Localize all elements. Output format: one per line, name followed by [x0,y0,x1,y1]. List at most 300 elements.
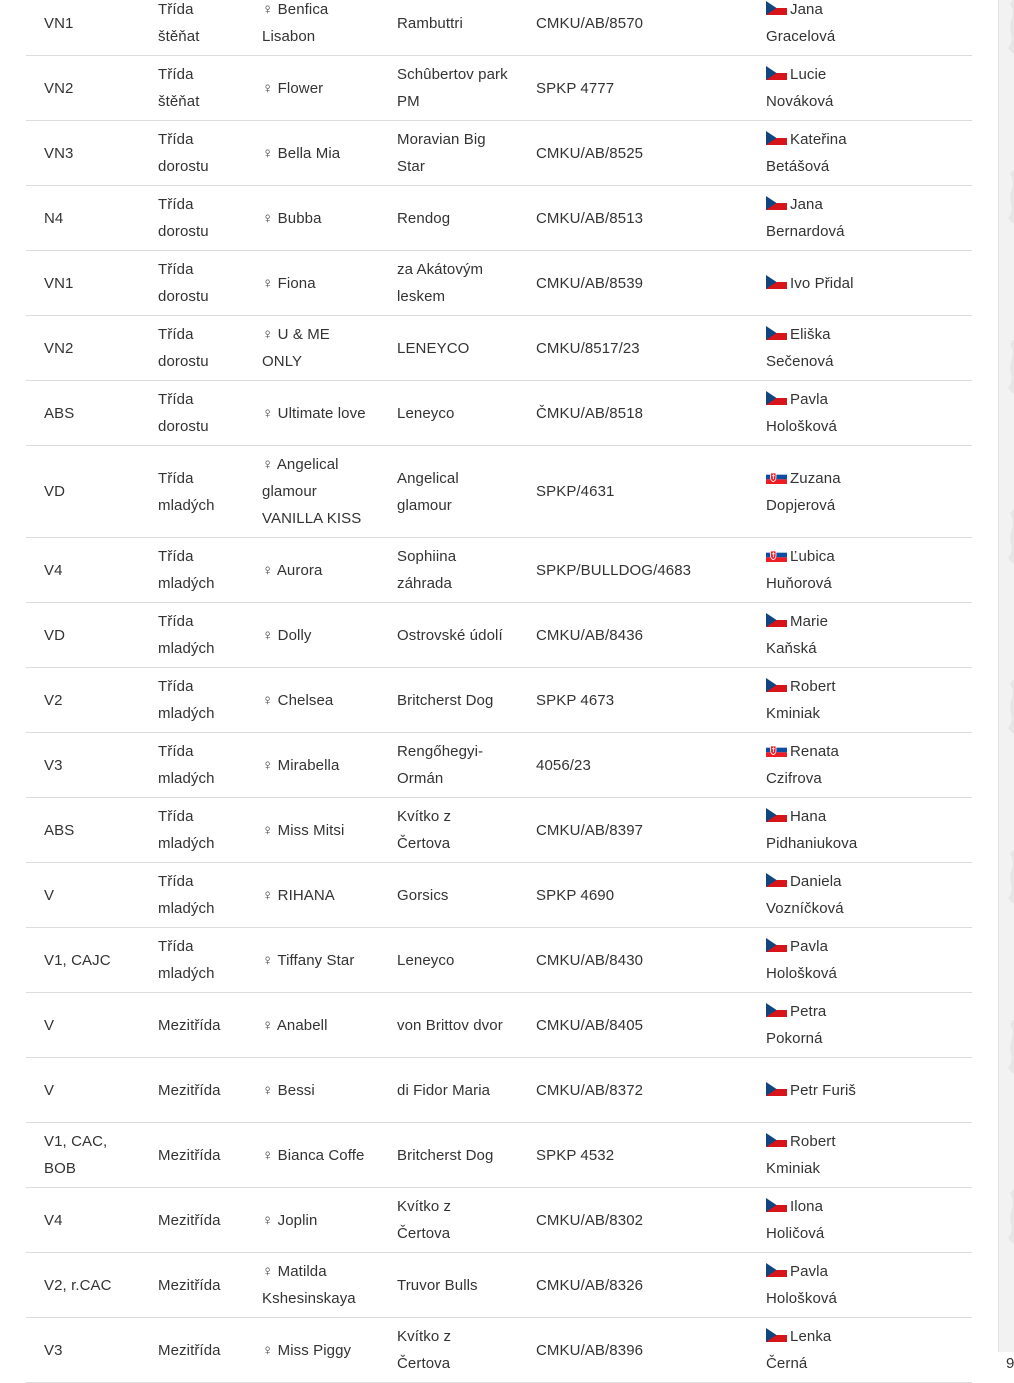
rating-text: V1, CAC, BOB [44,1133,108,1177]
kennel-cell [379,928,518,993]
kennel-cell [379,186,518,251]
rating-cell [26,993,140,1058]
kennel-text: za Akátovým leskem [397,261,484,305]
kennel-text: Angelical glamour [397,469,459,514]
rating-cell [26,1253,140,1318]
catalog-number-cell [874,733,972,798]
catalog-number-cell [874,603,972,668]
kennel-cell [379,121,518,186]
results-table [26,0,1014,1383]
female-icon: ♀ [262,404,274,422]
dog-name-cell [244,1253,379,1318]
registration-cell [518,0,748,56]
owner-text: Robert Kminiak [766,678,836,722]
owner-cell [748,603,874,668]
czech-flag-icon [766,1003,787,1017]
class-cell [140,603,244,668]
table-row [26,56,972,121]
catalog-number-cell [874,668,972,733]
catalog-number-cell [874,993,972,1058]
slovak-flag-icon [766,470,787,484]
kennel-cell [379,1058,518,1123]
catalog-number-cell [874,1058,972,1123]
kennel-text: Britcherst Dog [397,691,494,709]
kennel-cell [379,603,518,668]
owner-cell [748,538,874,603]
class-text: Třída štěňat [158,1,200,45]
rating-text: VN3 [44,144,74,162]
class-cell [140,993,244,1058]
dog-name-cell [244,798,379,863]
registration-cell [518,381,748,446]
catalog-number-cell [874,0,972,56]
kennel-cell [379,251,518,316]
class-text: Mezitřída [158,1341,221,1359]
class-text: Mezitřída [158,1016,221,1034]
table-row [26,538,972,603]
kennel-text: Sophiina záhrada [397,548,457,592]
owner-cell [748,668,874,733]
bulldog-silhouette-icon [1000,1190,1014,1246]
rating-text: V [44,1016,55,1034]
dog-name-cell [244,186,379,251]
class-cell [140,251,244,316]
dog-name-text: Miss Mitsi [277,821,345,839]
rating-cell [26,1318,140,1383]
registration-text: CMKU/AB/8326 [536,1276,644,1294]
catalog-number-cell [874,121,972,186]
class-text: Třída mladých [158,613,215,657]
female-icon: ♀ [262,756,274,774]
female-icon: ♀ [262,561,274,579]
dog-name-text: Benfica Lisabon [262,1,329,45]
rating-text: V4 [44,1211,63,1229]
dog-name-text: Angelical glamour VANILLA KISS [262,456,362,527]
registration-cell [518,993,748,1058]
rating-text: ABS [44,404,75,422]
dog-name-text: Bella Mia [277,144,341,162]
czech-flag-icon [766,326,787,340]
bulldog-silhouette-icon [1000,0,1014,56]
class-text: Třída mladých [158,873,215,917]
kennel-text: von Brittov dvor [397,1016,503,1034]
female-icon: ♀ [262,144,274,162]
dog-name-cell [244,56,379,121]
kennel-cell [379,733,518,798]
owner-text: Jana Bernardová [766,196,845,240]
dog-name-cell [244,1318,379,1383]
rating-cell [26,733,140,798]
class-cell [140,1058,244,1123]
catalog-number-cell [874,446,972,538]
kennel-cell [379,1318,518,1383]
rating-cell [26,863,140,928]
owner-text: Hana Pidhaniukova [766,808,858,852]
czech-flag-icon [766,1328,787,1342]
owner-cell [748,186,874,251]
female-icon: ♀ [262,1146,274,1164]
class-text: Mezitřída [158,1146,221,1164]
owner-cell [748,1318,874,1383]
rating-text: V [44,886,55,904]
rating-cell [26,798,140,863]
class-text: Mezitřída [158,1211,221,1229]
class-cell [140,121,244,186]
dog-name-text: Fiona [277,274,316,292]
owner-cell [748,251,874,316]
owner-cell [748,1058,874,1123]
registration-text: CMKU/AB/8430 [536,951,644,969]
kennel-cell [379,993,518,1058]
owner-text: Robert Kminiak [766,1133,836,1177]
class-cell [140,56,244,121]
table-row [26,798,972,863]
dog-name-cell [244,121,379,186]
registration-cell [518,1253,748,1318]
owner-cell [748,381,874,446]
registration-text: SPKP 4690 [536,886,615,904]
czech-flag-icon [766,1198,787,1212]
dog-name-text: Tiffany Star [277,951,355,969]
dog-name-text: RIHANA [277,886,335,904]
rating-text: VD [44,626,66,644]
dog-name-text: Flower [277,79,324,97]
czech-flag-icon [766,66,787,80]
rating-text: VD [44,483,66,500]
dog-name-cell [244,928,379,993]
registration-cell [518,928,748,993]
rating-cell [26,668,140,733]
table-row [26,668,972,733]
rating-cell [26,1188,140,1253]
class-cell [140,928,244,993]
bulldog-silhouette-icon [1000,170,1014,226]
table-row [26,1318,972,1383]
registration-text: ČMKU/AB/8518 [536,404,644,422]
catalog-number-cell [874,1253,972,1318]
registration-cell [518,798,748,863]
dog-name-cell [244,1123,379,1188]
table-row [26,121,972,186]
owner-cell [748,1188,874,1253]
kennel-cell [379,446,518,538]
registration-cell [518,733,748,798]
rating-text: VN1 [44,14,74,32]
registration-cell [518,603,748,668]
table-row [26,1123,972,1188]
owner-text: Marie Kaňská [766,613,829,657]
rating-text: V [44,1081,55,1099]
kennel-text: Moravian Big Star [397,131,486,175]
registration-text: SPKP/4631 [536,483,615,500]
bulldog-silhouette-icon [1000,510,1014,566]
table-row [26,603,972,668]
owner-cell [748,0,874,56]
registration-cell [518,446,748,538]
catalog-number-text: 9 [1006,1355,1014,1372]
table-row [26,733,972,798]
rating-cell [26,1123,140,1188]
registration-cell [518,316,748,381]
class-text: Třída mladých [158,938,215,982]
registration-text: CMKU/AB/8570 [536,14,644,32]
owner-text: Ilona Holičová [766,1198,825,1242]
bulldog-silhouette-icon [1000,340,1014,396]
owner-text: Petra Pokorná [766,1003,827,1047]
dog-name-cell [244,446,379,538]
dog-name-cell [244,1058,379,1123]
owner-text: Eliška Sečenová [766,326,834,370]
catalog-number-cell [874,251,972,316]
rating-cell [26,121,140,186]
table-row [26,1188,972,1253]
kennel-cell [379,0,518,56]
table-row [26,1058,972,1123]
czech-flag-icon [766,938,787,952]
rating-cell [26,538,140,603]
rating-cell [26,381,140,446]
rating-text: V3 [44,1341,63,1359]
registration-text: CMKU/8517/23 [536,339,640,357]
catalog-number-cell [874,863,972,928]
class-text: Třída štěňat [158,66,200,110]
female-icon: ♀ [262,274,274,292]
rating-cell [26,56,140,121]
rating-cell [26,251,140,316]
female-icon: ♀ [262,79,274,97]
registration-cell [518,1123,748,1188]
table-row [26,316,972,381]
kennel-cell [379,316,518,381]
kennel-text: Ostrovské údolí [397,626,503,644]
kennel-cell [379,381,518,446]
table-row [26,993,972,1058]
female-icon: ♀ [262,821,274,839]
table-row [26,446,972,538]
dog-name-cell [244,733,379,798]
slovak-flag-icon [766,548,787,562]
table-row [26,381,972,446]
dog-name-text: Bubba [277,209,322,227]
female-icon: ♀ [262,626,274,644]
class-text: Třída dorostu [158,261,209,305]
owner-cell [748,798,874,863]
kennel-text: Leneyco [397,404,455,422]
dog-name-cell [244,251,379,316]
owner-cell [748,863,874,928]
registration-text: CMKU/AB/8513 [536,209,644,227]
female-icon: ♀ [262,1341,274,1359]
czech-flag-icon [766,1263,787,1277]
owner-cell [748,446,874,538]
rating-text: V2, r.CAC [44,1276,112,1294]
rating-text: VN2 [44,339,74,357]
kennel-text: Schûbertov park PM [397,66,508,110]
owner-text: Petr Furiš [790,1081,857,1099]
rating-cell [26,186,140,251]
owner-cell [748,121,874,186]
registration-cell [518,538,748,603]
female-icon: ♀ [262,1211,274,1229]
table-row [26,928,972,993]
class-text: Třída dorostu [158,391,209,435]
owner-text: Kateřina Betášová [766,131,847,175]
class-text: Třída dorostu [158,196,209,240]
dog-name-text: Joplin [277,1211,318,1229]
class-text: Třída mladých [158,678,215,722]
slovak-flag-icon [766,743,787,757]
kennel-text: Kvítko z Čertova [397,808,452,852]
registration-cell [518,1318,748,1383]
czech-flag-icon [766,1133,787,1147]
female-icon: ♀ [262,886,274,904]
dog-name-text: Aurora [276,561,323,579]
female-icon: ♀ [262,1081,274,1099]
class-text: Třída mladých [158,743,215,787]
catalog-number-cell [874,1318,1014,1383]
kennel-text: Kvítko z Čertova [397,1198,452,1242]
registration-text: CMKU/AB/8372 [536,1081,644,1099]
female-icon: ♀ [262,691,274,709]
table-row [26,186,972,251]
class-cell [140,733,244,798]
kennel-text: Gorsics [397,886,449,904]
kennel-text: Britcherst Dog [397,1146,494,1164]
registration-text: SPKP 4532 [536,1146,615,1164]
registration-text: CMKU/AB/8397 [536,821,644,839]
kennel-cell [379,56,518,121]
kennel-text: Kvítko z Čertova [397,1328,452,1372]
class-text: Mezitřída [158,1276,221,1294]
owner-cell [748,733,874,798]
kennel-cell [379,1253,518,1318]
rating-cell [26,316,140,381]
dog-name-text: Bessi [277,1081,315,1099]
rating-cell [26,446,140,538]
registration-cell [518,668,748,733]
registration-text: CMKU/AB/8302 [536,1211,644,1229]
registration-text: CMKU/AB/8436 [536,626,644,644]
registration-text: 4056/23 [536,756,591,774]
owner-cell [748,316,874,381]
class-text: Třída mladých [158,808,215,852]
rating-text: V4 [44,561,63,579]
catalog-number-cell [874,538,972,603]
owner-cell [748,1123,874,1188]
class-cell [140,1123,244,1188]
rating-text: N4 [44,209,64,227]
registration-text: SPKP/BULLDOG/4683 [536,561,692,579]
dog-name-cell [244,863,379,928]
kennel-cell [379,1188,518,1253]
class-text: Třída dorostu [158,131,209,175]
owner-text: Renata Czifrova [766,743,839,787]
kennel-text: Rambuttri [397,14,463,32]
class-text: Třída mladých [158,548,215,592]
owner-text: Jana Gracelová [766,1,836,45]
kennel-cell [379,538,518,603]
dog-name-cell [244,538,379,603]
dog-name-text: Matilda Kshesinskaya [262,1263,356,1307]
rating-cell [26,928,140,993]
dog-name-text: Miss Piggy [277,1341,352,1359]
female-icon: ♀ [262,456,274,473]
owner-cell [748,56,874,121]
owner-text: Lucie Nováková [766,66,834,110]
rating-text: V3 [44,756,63,774]
bulldog-silhouette-icon [1000,850,1014,906]
kennel-cell [379,798,518,863]
kennel-cell [379,1123,518,1188]
dog-name-cell [244,1188,379,1253]
rating-text: VN1 [44,274,74,292]
owner-text: Lenka Černá [766,1328,832,1372]
rating-cell [26,603,140,668]
kennel-cell [379,863,518,928]
table-row [26,1253,972,1318]
czech-flag-icon [766,613,787,627]
czech-flag-icon [766,1,787,15]
registration-text: CMKU/AB/8396 [536,1341,644,1359]
class-cell [140,863,244,928]
dog-name-text: Bianca Coffe [277,1146,365,1164]
class-cell [140,316,244,381]
rating-text: V2 [44,691,63,709]
class-cell [140,798,244,863]
class-cell [140,1253,244,1318]
dog-name-text: Chelsea [277,691,334,709]
dog-name-cell [244,668,379,733]
kennel-text: Truvor Bulls [397,1276,478,1294]
owner-text: Ľubica Huňorová [766,548,835,592]
kennel-text: LENEYCO [397,339,470,357]
female-icon: ♀ [262,326,274,343]
female-icon: ♀ [262,1,274,18]
class-cell [140,0,244,56]
kennel-text: Rengőhegyi-Ormán [397,743,484,787]
registration-text: SPKP 4673 [536,691,615,709]
czech-flag-icon [766,678,787,692]
female-icon: ♀ [262,951,274,969]
kennel-text: Leneyco [397,951,455,969]
catalog-number-cell [874,316,972,381]
class-text: Třída mladých [158,469,215,514]
class-cell [140,668,244,733]
class-cell [140,1318,244,1383]
dog-name-cell [244,603,379,668]
dog-name-cell [244,316,379,381]
catalog-number-cell [874,186,972,251]
rating-text: V1, CAJC [44,951,111,969]
czech-flag-icon [766,196,787,210]
rating-cell [26,1058,140,1123]
registration-text: SPKP 4777 [536,79,615,97]
catalog-number-cell [874,1123,972,1188]
owner-text: Pavla Hološková [766,938,837,982]
rating-text: VN2 [44,79,74,97]
registration-cell [518,863,748,928]
dog-name-text: Mirabella [277,756,340,774]
rating-cell [26,0,140,56]
czech-flag-icon [766,1082,787,1096]
table-row [26,251,972,316]
owner-text: Ivo Přidal [790,274,854,292]
kennel-text: Rendog [397,209,451,227]
class-cell [140,381,244,446]
registration-cell [518,1188,748,1253]
bulldog-silhouette-icon [1000,1020,1014,1076]
dog-name-cell [244,381,379,446]
